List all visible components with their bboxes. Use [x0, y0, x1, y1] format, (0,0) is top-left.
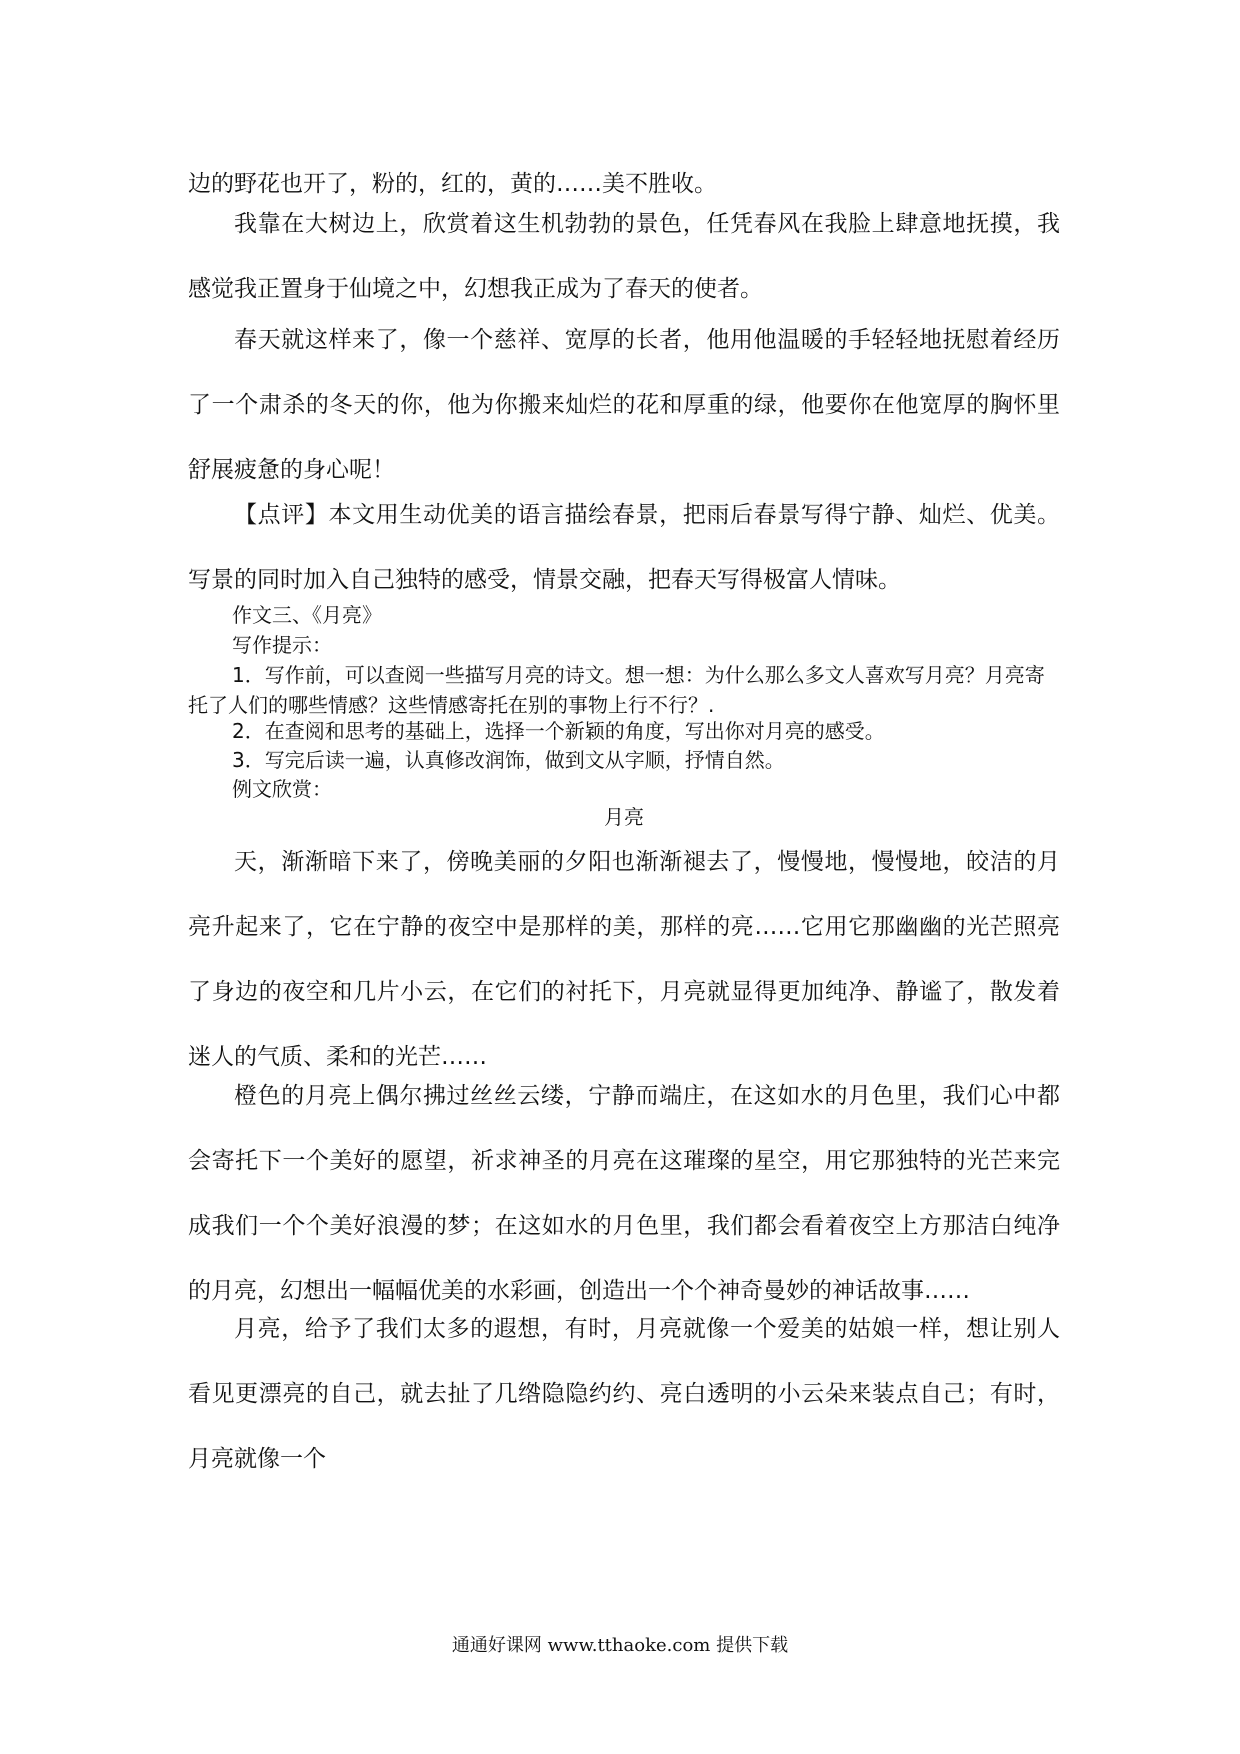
essay-paragraph-1: 天，渐渐暗下来了，傍晚美丽的夕阳也渐渐褪去了，慢慢地，慢慢地，皎洁的月亮升起来了，它在宁静的夜空中是那样的美，那样的亮……它用它那幽幽的光芒照亮了身边的夜空和几片小云，在它们的衬托下，月亮就显得更加纯净、静谧了，散发着迷人的气质、柔和的光芒……: [188, 849, 1060, 1070]
paragraph-tree-scenery: 我靠在大树边上，欣赏着这生机勃勃的景色，任凭春风在我脸上肆意地抚摸，我感觉我正置身于仙境之中，幻想我正成为了春天的使者。: [188, 211, 1060, 302]
paragraph-spring-elder: 春天就这样来了，像一个慈祥、宽厚的长者，他用他温暖的手轻轻地抚慰着经历了一个肃杀的冬天的你，他为你搬来灿烂的花和厚重的绿，他要你在他宽厚的胸怀里舒展疲惫的身心呢！: [188, 327, 1060, 483]
paragraph-comment: 【点评】本文用生动优美的语言描绘春景，把雨后春景写得宁静、灿烂、优美。写景的同时加入自己独特的感受，情景交融，把春天写得极富人情味。: [188, 502, 1060, 593]
paragraph-wildflowers: 边的野花也开了，粉的，红的，黄的……美不胜收。: [188, 171, 717, 197]
page-footer: 通通好课网 www.tthaoke.com 提供下载: [451, 1635, 789, 1656]
example-label: 例文欣赏：: [232, 777, 332, 801]
writing-tips-label: 写作提示：: [232, 633, 332, 657]
essay-title: 月亮: [604, 805, 644, 829]
writing-tip-2: 2．在查阅和思考的基础上，选择一个新颖的角度，写出你对月亮的感受。: [232, 719, 885, 743]
essay-paragraph-3: 月亮，给予了我们太多的遐想，有时，月亮就像一个爱美的姑娘一样，想让别人看见更漂亮的自己，就去扯了几绺隐隐约约、亮白透明的小云朵来装点自己；有时，月亮就像一个: [188, 1316, 1060, 1472]
writing-tip-1: 1．写作前，可以查阅一些描写月亮的诗文。想一想：为什么那么多文人喜欢写月亮？月亮寄托了人们的哪些情感？这些情感寄托在别的事物上行不行？.: [188, 663, 1045, 717]
section-heading: 作文三、《月亮》: [232, 603, 382, 627]
essay-paragraph-2: 橙色的月亮上偶尔拂过丝丝云缕，宁静而端庄，在这如水的月色里，我们心中都会寄托下一个美好的愿望，祈求神圣的月亮在这璀璨的星空，用它那独特的光芒来完成我们一个个美好浪漫的梦；在这如水的月色里，我们都会看着夜空上方那洁白纯净的月亮，幻想出一幅幅优美的水彩画，创造出一个个神奇曼妙的神话故事……: [188, 1083, 1060, 1304]
writing-tip-3: 3．写完后读一遍，认真修改润饰，做到文从字顺，抒情自然。: [232, 748, 785, 772]
